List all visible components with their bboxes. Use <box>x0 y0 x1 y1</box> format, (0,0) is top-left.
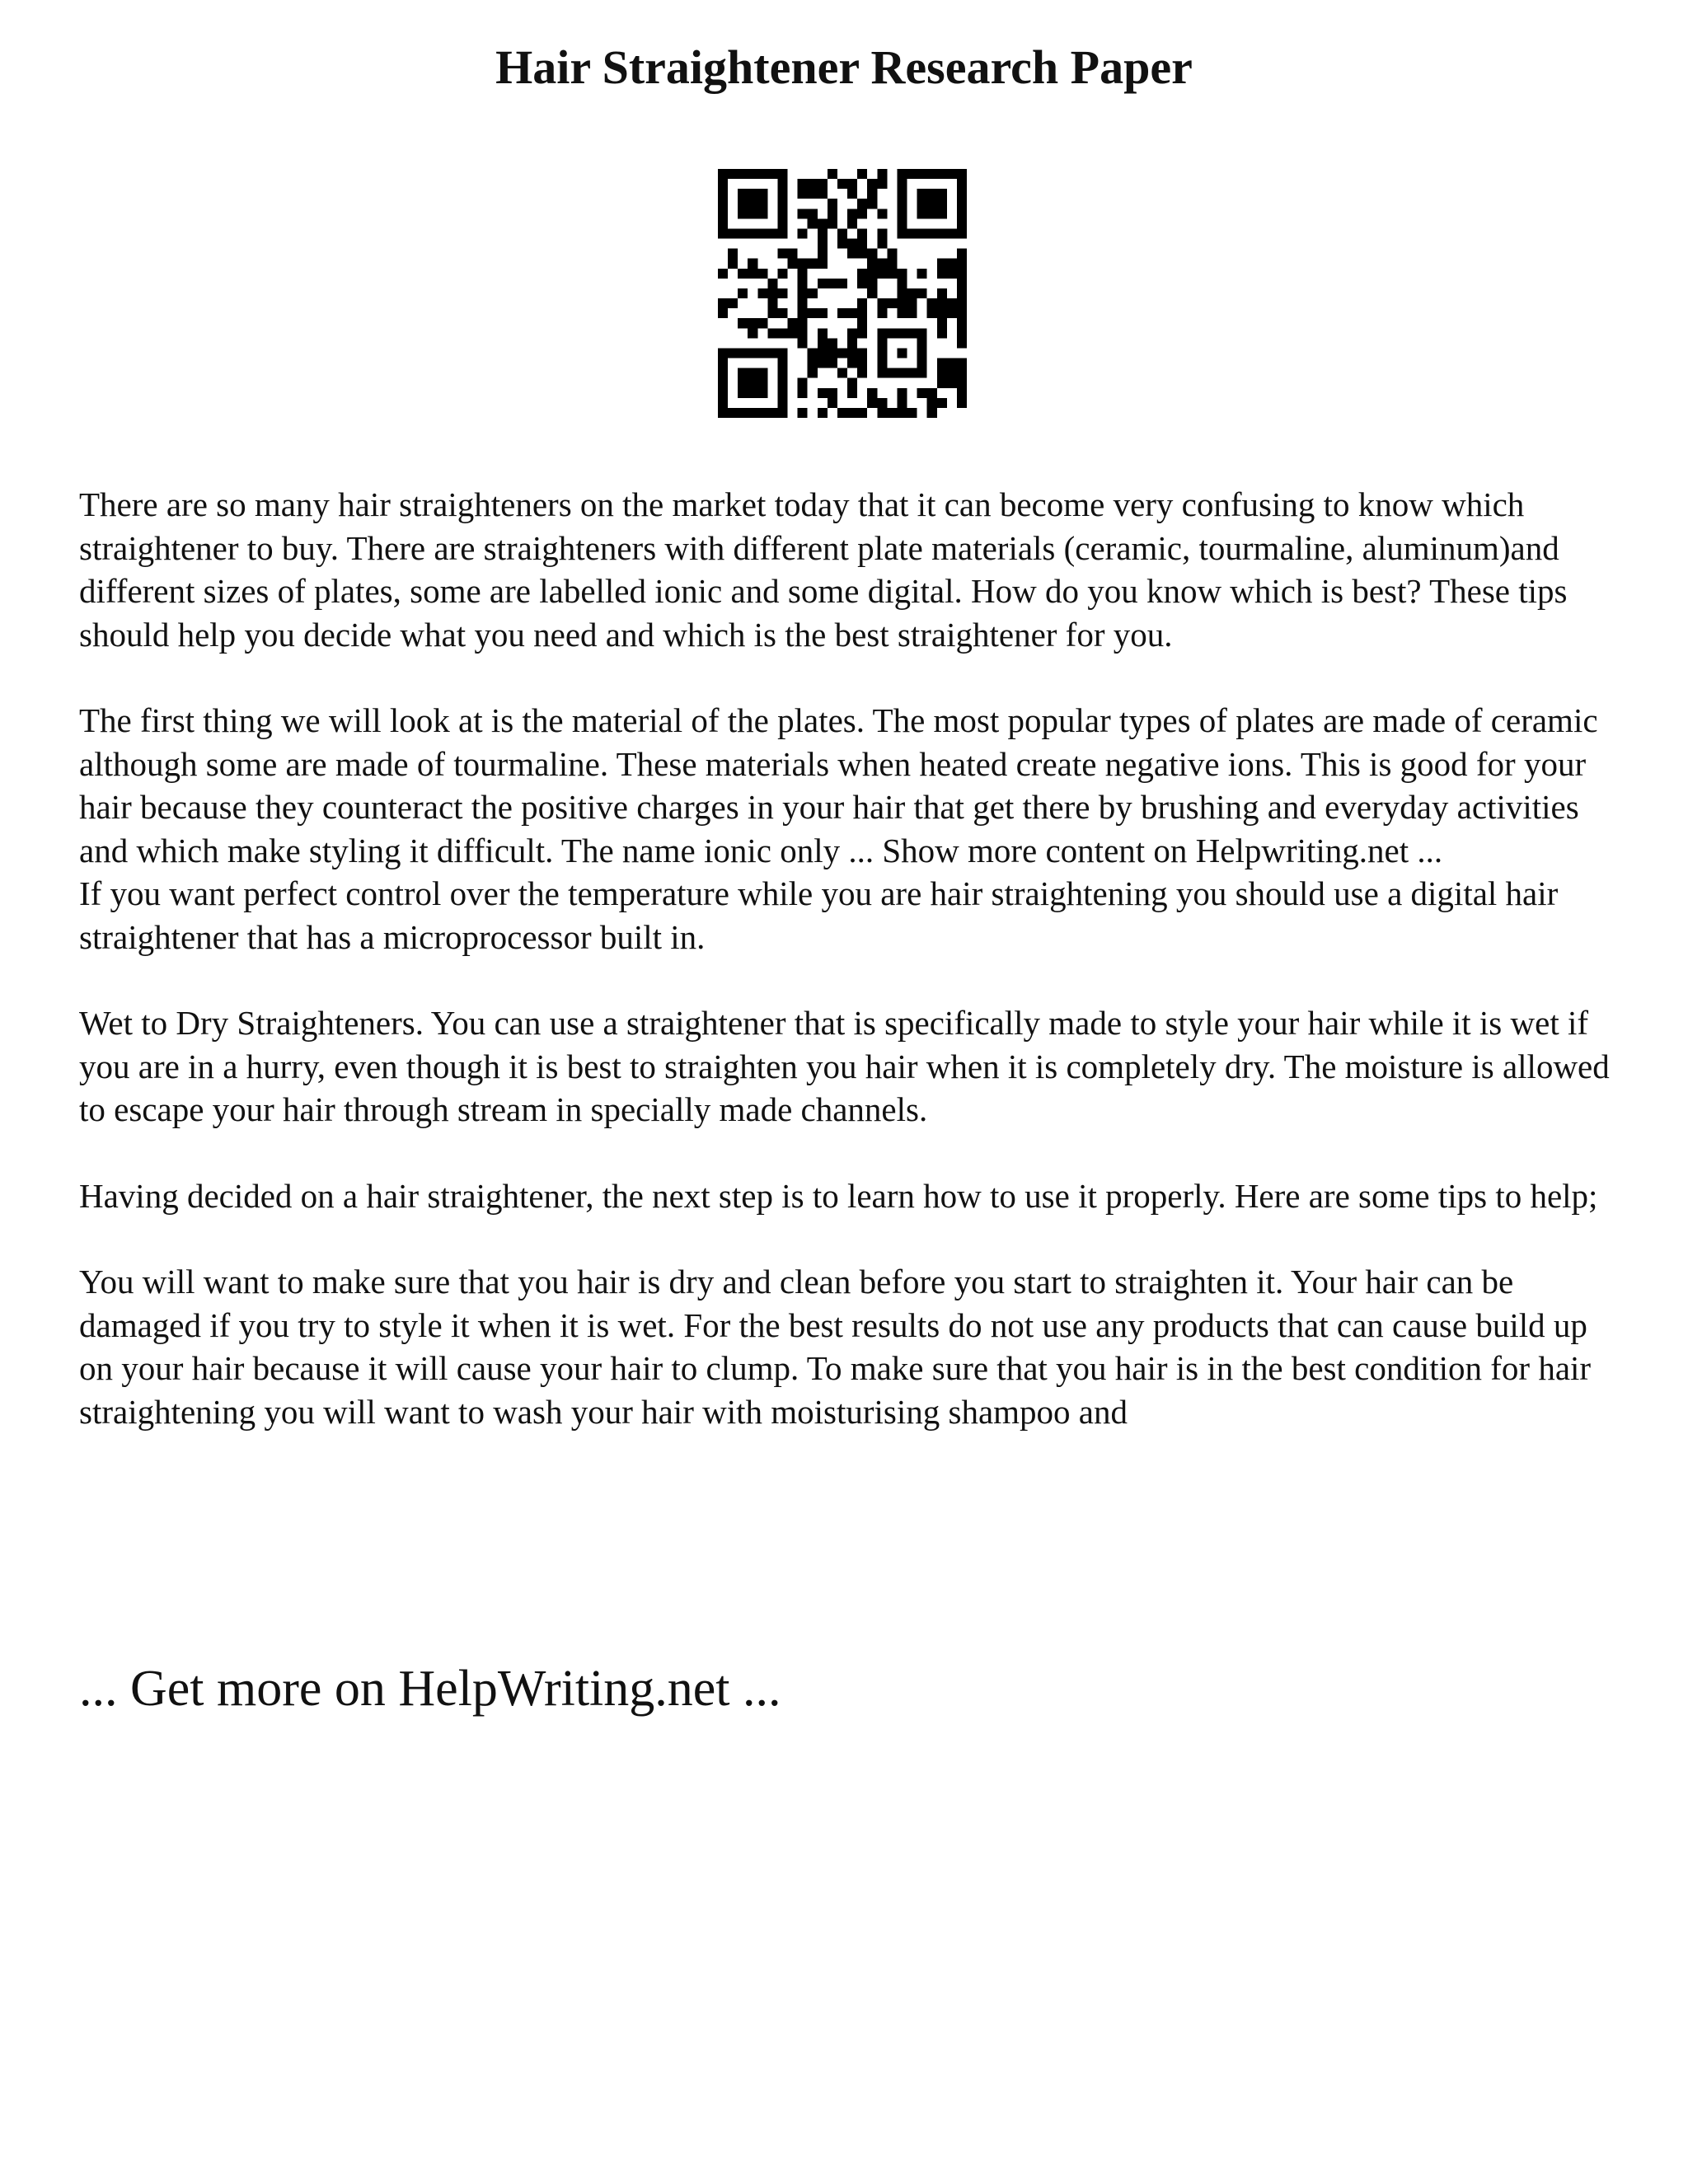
paragraph-plates: The first thing we will look at is the material of the plates. The most popular types of plates are made of ceramic although some are made of tourmaline. These materials when heated create negative ions. This is good for your hair because they counteract the positive charges in your hair that get there by brushing and everyday activities and which make styling it difficult. The name ionic only ... Show more content on Helpwriting.net ... <box>79 701 1598 869</box>
paragraph-wet-to-dry: Wet to Dry Straighteners. You can use a straightener that is specifically made to style your hair while it is wet if you are in a hurry, even though it is best to straighten you hair when it is completely dry. The moisture is allowed to escape your hair through stream in specially made channels. <box>79 1004 1610 1128</box>
paragraph-intro: There are so many hair straighteners on the market today that it can become very confusing to know which straightener to buy. There are straighteners with different plate materials (ceramic, tourmaline, aluminum)and different sizes of plates, some are labelled ionic and some digital. How do you know which is best? These tips should help you decide what you need and which is the best straightener for you. <box>79 485 1568 654</box>
paragraph-digital: If you want perfect control over the temperature while you are hair straightening you should use a digital hair straightener that has a microprocessor built in. <box>79 874 1559 956</box>
paragraph-usage: Having decided on a hair straightener, the next step is to learn how to use it properly. Here are some tips to help; <box>79 1176 1598 1215</box>
page-title: Hair Straightener Research Paper <box>495 40 1193 94</box>
paragraph-tips: You will want to make sure that you hair is dry and clean before you start to straighten it. Your hair can be damaged if you try to style it when it is wet. For the best results do not use any products that can cause build up on your hair because it will cause your hair to clump. To make sure that you hair is in the best condition for hair straightening you will want to wash your hair with moisturising shampoo and <box>79 1263 1592 1431</box>
get-more-link[interactable]: ... Get more on HelpWriting.net ... <box>79 1661 781 1717</box>
qr-code-icon <box>718 169 967 418</box>
document-body <box>79 483 1620 1433</box>
